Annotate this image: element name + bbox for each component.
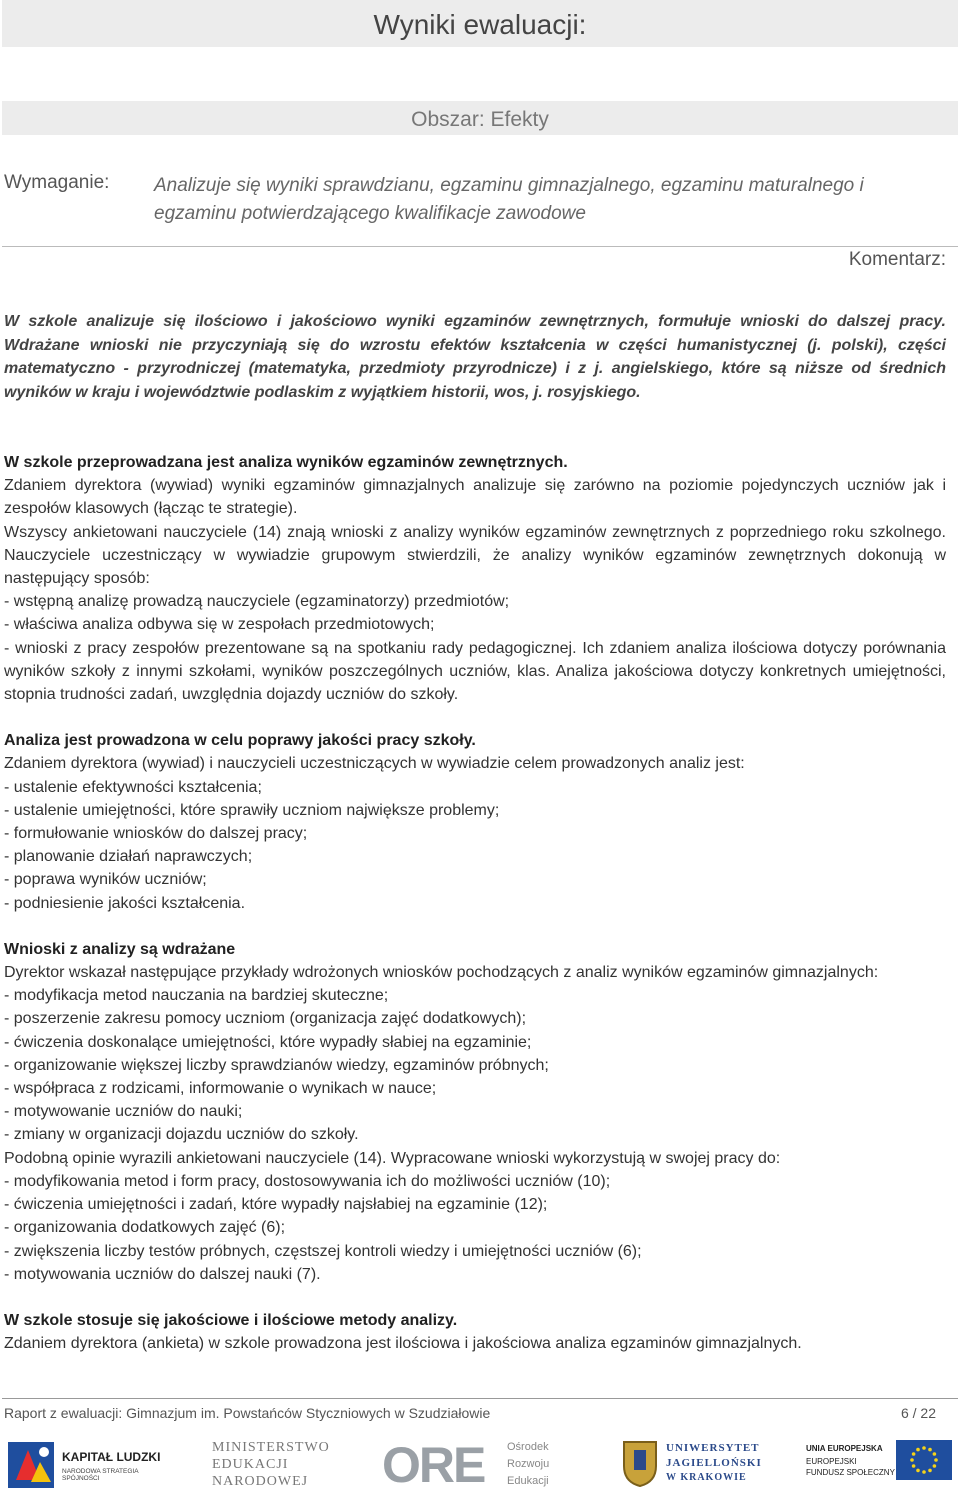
eu-flag-icon <box>896 1440 952 1480</box>
footer-report-title: Raport z ewaluacji: Gimnazjum im. Powstańców Styczniowych w Szudziałowie <box>4 1405 491 1421</box>
eu-line-1: UNIA EUROPEJSKA <box>806 1444 883 1453</box>
list-item: - organizowanie większej liczby sprawdzianów wiedzy, egzaminów próbnych; <box>4 1056 549 1074</box>
list-item: - poprawa wyników uczniów; <box>4 871 207 889</box>
eu-line-3: FUNDUSZ SPOŁECZNY <box>806 1468 895 1477</box>
section-heading: Wnioski z analizy są wdrażane <box>4 940 236 958</box>
requirement-text: Analizuje się wyniki sprawdzianu, egzaminu gimnazjalnego, egzaminu maturalnego i egzaminu potwierdzającego kwalifikacje zawodowe <box>154 175 864 224</box>
list-item: - motywowania uczniów do dalszej nauki (7). <box>4 1265 321 1283</box>
list-item: - motywowanie uczniów do nauki; <box>4 1103 243 1121</box>
comment-label: Komentarz: <box>848 249 946 270</box>
divider <box>2 246 958 247</box>
section-heading: Analiza jest prowadzona w celu poprawy jakości pracy szkoły. <box>4 732 476 750</box>
list-item: - współpraca z rodzicami, informowanie o wynikach w nauce; <box>4 1080 437 1098</box>
list-item: - zwiększenia liczby testów próbnych, częstszej kontroli wiedzy i umiejętności uczniów (6); <box>4 1242 642 1260</box>
ore-wordmark: ORE <box>382 1437 485 1493</box>
list-item: - ćwiczenia doskonalące umiejętności, które wypadły słabiej na egzaminie; <box>4 1033 532 1051</box>
requirement-label: Wymaganie: <box>4 172 110 193</box>
uj-logo <box>620 1436 760 1496</box>
list-item: - ustalenie umiejętności, które sprawiły uczniom największe problemy; <box>4 801 500 819</box>
area-bar <box>2 101 958 135</box>
list-item: - podniesienie jakości kształcenia. <box>4 894 246 912</box>
list-item: - ćwiczenia umiejętności i zadań, które wypadły najsłabiej na egzaminie (12); <box>4 1196 548 1214</box>
list-item: - wnioski z pracy zespołów prezentowane są na spotkaniu rady pedagogicznej. Ich zdaniem analiza ilościowa dotyczy porównania wyników szkoły z innymi szkołami, wyników poszczególnych uczniów, klas. Analiza jakościowa dotyczy konkretnych umiejętności, stopnia trudności zadań, uwzględnia dojazdy uczniów do szkoły. <box>4 639 946 704</box>
kapital-ludzki-tagline: NARODOWA STRATEGIA SPÓJNOŚCI <box>62 1468 139 1482</box>
area-heading: Obszar: Efekty <box>411 108 549 131</box>
list-item: - planowanie działań naprawczych; <box>4 848 253 866</box>
kapital-ludzki-name: KAPITAŁ LUDZKI <box>62 1450 161 1464</box>
paragraph: Zdaniem dyrektora (ankieta) w szkole prowadzona jest ilościowa i jakościowa analiza egzaminów gimnazjalnych. <box>4 1335 802 1353</box>
men-logo <box>212 1440 342 1496</box>
ore-line-2: Rozwoju <box>507 1458 550 1470</box>
paragraph: Zdaniem dyrektora (wywiad) i nauczycieli uczestniczących w wywiadzie celem prowadzonych analiz jest: <box>4 755 745 773</box>
footer-divider <box>2 1398 958 1399</box>
men-line-2: EDUKACJI <box>212 1457 289 1472</box>
eu-line-2: EUROPEJSKI <box>806 1457 857 1466</box>
title-bar <box>2 0 958 47</box>
list-item: - modyfikowania metod i form pracy, dostosowywania ich do możliwości uczniów (10); <box>4 1172 611 1190</box>
list-item: - wstępną analizę prowadzą nauczyciele (egzaminatorzy) przedmiotów; <box>4 593 510 611</box>
section-heading: W szkole przeprowadzana jest analiza wyników egzaminów zewnętrznych. <box>4 454 568 471</box>
ore-line-1: Ośrodek <box>507 1441 549 1453</box>
list-item: - zmiany w organizacji dojazdu uczniów do szkoły. <box>4 1126 359 1144</box>
paragraph: Dyrektor wskazał następujące przykłady wdrożonych wniosków pochodzących z analiz wyników egzaminów gimnazjalnych: <box>4 964 879 982</box>
list-item: - modyfikacja metod nauczania na bardziej skuteczne; <box>4 987 389 1005</box>
uj-line-2: JAGIELLOŃSKI <box>666 1457 762 1469</box>
men-line-1: MINISTERSTWO <box>212 1440 330 1455</box>
logo-strip <box>0 1428 960 1508</box>
list-item: - ustalenie efektywności kształcenia; <box>4 778 262 796</box>
paragraph: Wszyscy ankietowani nauczyciele (14) znają wnioski z analizy wyników egzaminów zewnętrznych z poprzedniego roku szkolnego. Nauczyciele uczestniczący w wywiadzie grupowym stwierdzili, że analizy wyników egzaminów zewnętrznych dokonują w następujący sposób: <box>4 523 946 588</box>
page-title: Wyniki ewaluacji: <box>373 9 587 40</box>
list-item: - formułowanie wniosków do dalszej pracy; <box>4 825 308 843</box>
ore-line-3: Edukacji <box>507 1475 549 1487</box>
content <box>4 451 946 1355</box>
uj-crest-icon <box>620 1436 660 1488</box>
paragraph: Zdaniem dyrektora (wywiad) wyniki egzaminów gimnazjalnych analizuje się zarówno na poziomie pojedynczych uczniów jak i zespołów klasowych (łącząc te strategie). <box>4 477 946 518</box>
page-number: 6 / 22 <box>900 1405 936 1421</box>
kapital-ludzki-logo <box>6 1440 176 1492</box>
kapital-ludzki-icon <box>6 1440 56 1490</box>
footer <box>4 1405 936 1421</box>
list-item: - organizowania dodatkowych zajęć (6); <box>4 1219 286 1237</box>
uj-line-1: UNIWERSYTET <box>666 1442 760 1454</box>
eu-logo <box>806 1440 956 1496</box>
section-heading: W szkole stosuje się jakościowe i ilościowe metody analizy. <box>4 1311 458 1329</box>
paragraph: Podobną opinie wyrazili ankietowani nauczyciele (14). Wypracowane wnioski wykorzystują w swojej pracy do: <box>4 1149 781 1167</box>
comment-text <box>4 310 946 404</box>
men-line-3: NARODOWEJ <box>212 1474 309 1489</box>
list-item: - poszerzenie zakresu pomocy uczniom (organizacja zajęć dodatkowych); <box>4 1010 527 1028</box>
ore-logo <box>382 1436 562 1496</box>
comment-paragraph: W szkole analizuje się ilościowo i jakościowo wyniki egzaminów zewnętrznych, formułuje wnioski do dalszej pracy. Wdrażane wnioski nie przyczyniają się do wzrostu efektów kształcenia w części humanistycznej (j. polski), części matematyczno - przyrodniczej (matematyka, przedmioty przyrodnicze) i z j. angielskiego, które są niższe od średnich wyników w kraju i województwie podlaskim z wyjątkiem historii, wos, j. rosyjskiego. <box>4 313 946 401</box>
list-item: - właściwa analiza odbywa się w zespołach przedmiotowych; <box>4 616 435 634</box>
uj-line-3: W KRAKOWIE <box>666 1472 747 1483</box>
